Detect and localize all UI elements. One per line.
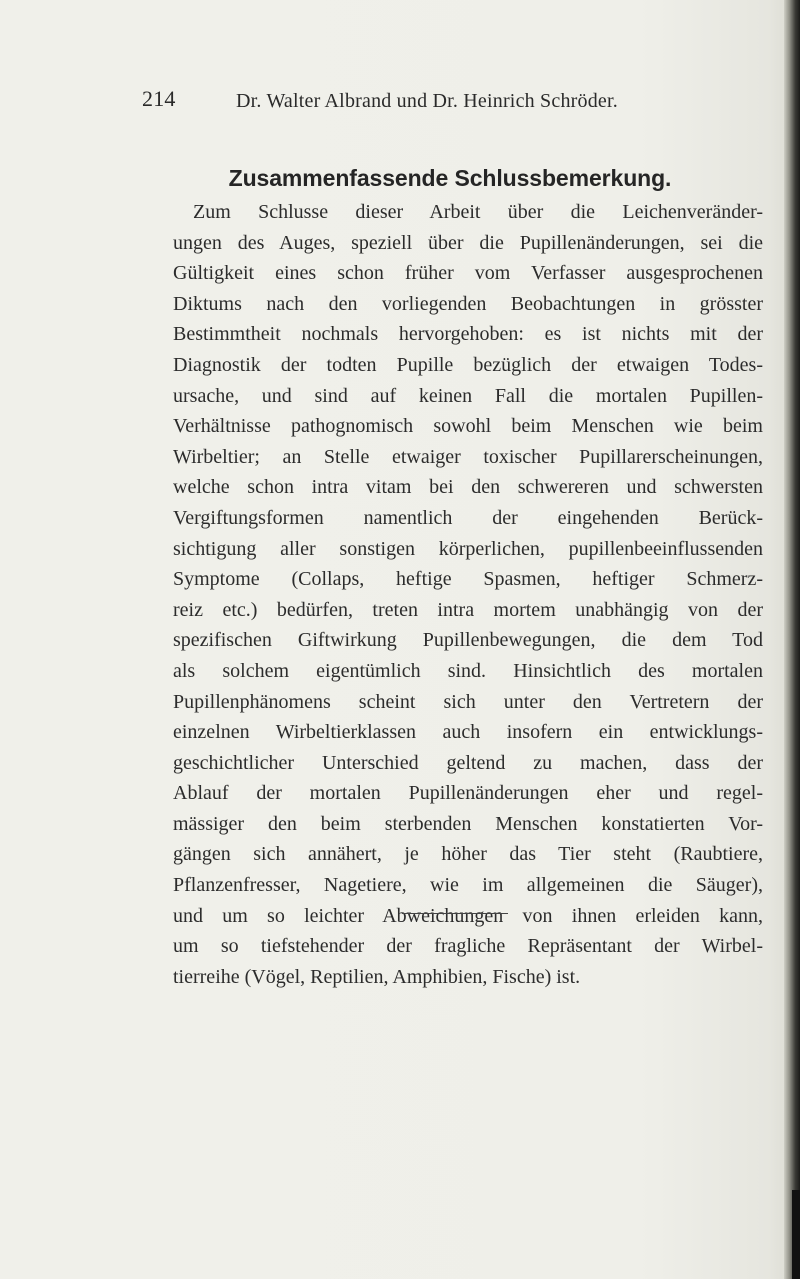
text-line: Symptome (Collaps, heftige Spasmen, heftiger Schmerz- [173,568,763,591]
text-line: spezifischen Giftwirkung Pupillenbewegungen, die dem Tod [173,629,763,652]
text-line: Pupillenphänomens scheint sich unter den Vertretern der [173,690,763,713]
text-line: und um so leichter Abweichungen von ihnen erleiden kann, [173,904,763,927]
text-line: Bestimmtheit nochmals hervorgehoben: es ist nichts mit der [173,323,763,346]
text-line: Verhältnisse pathognomisch sowohl beim Menschen wie beim [173,415,763,438]
page-binding-shadow [784,0,800,1279]
text-line: mässiger den beim sterbenden Menschen konstatierten Vor- [173,812,763,835]
text-line: Wirbeltier; an Stelle etwaiger toxischer Pupillarerscheinungen, [173,445,763,468]
text-line: Gültigkeit eines schon früher vom Verfasser ausgesprochenen [173,262,763,285]
text-line: Vergiftungsformen namentlich der eingehenden Berück- [173,506,763,529]
text-line: gängen sich annähert, je höher das Tier steht (Raubtiere, [173,843,763,866]
running-head-authors: Dr. Walter Albrand und Dr. Heinrich Schröder. [236,90,618,112]
text-line: ursache, und sind auf keinen Fall die mortalen Pupillen- [173,384,763,407]
text-line: Diktums nach den vorliegenden Beobachtungen in grösster [173,292,763,315]
text-line: geschichtlicher Unterschied geltend zu machen, dass der [173,751,763,774]
text-line: Pflanzenfresser, Nagetiere, wie im allgemeinen die Säuger), [173,874,763,897]
text-line: welche schon intra vitam bei den schwereren und schwersten [173,476,763,499]
text-line: sichtigung aller sonstigen körperlichen, pupillenbeeinflussenden [173,537,763,560]
text-line: ungen des Auges, speziell über die Pupillenänderungen, sei die [173,231,763,254]
text-line: als solchem eigentümlich sind. Hinsichtlich des mortalen [173,659,763,682]
text-line: Ablauf der mortalen Pupillenänderungen eher und regel- [173,782,763,805]
text-line: Zum Schlusse dieser Arbeit über die Leichenveränder- [193,201,763,223]
text-line: tierreihe (Vögel, Reptilien, Amphibien, Fische) ist. [173,965,581,988]
body-paragraph [173,197,763,992]
section-title: Zusammenfassende Schlussbemerkung. [228,165,672,191]
page-binding-dark-corner [792,1190,800,1279]
text-line: Diagnostik der todten Pupille bezüglich der etwaigen Todes- [173,353,763,376]
text-line: reiz etc.) bedürfen, treten intra mortem unabhängig von der [173,598,763,621]
text-line: um so tiefstehender der fragliche Repräsentant der Wirbel- [173,935,763,958]
page-number: 214 [142,86,176,111]
running-head [142,86,702,116]
text-line: einzelnen Wirbeltierklassen auch insofern ein entwicklungs- [173,721,763,744]
end-rule [402,913,508,914]
